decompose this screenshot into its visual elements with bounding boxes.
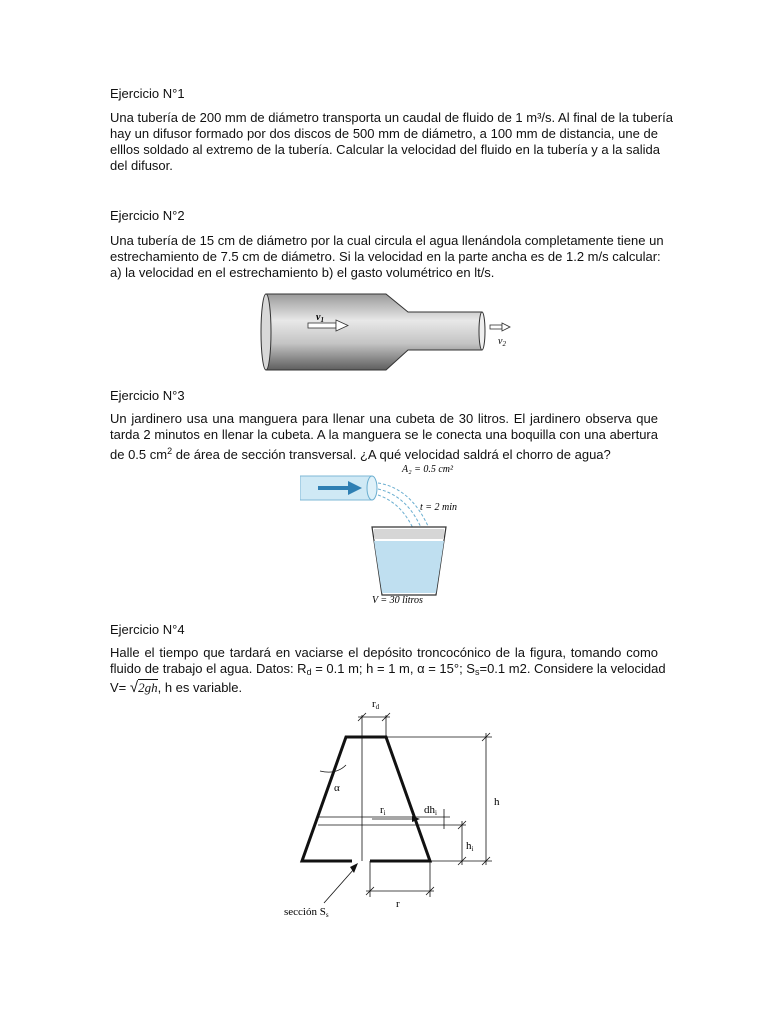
- exercise-3-title: Ejercicio N°3: [110, 388, 185, 403]
- h-label: h: [494, 796, 500, 808]
- exercise-1-title: Ejercicio N°1: [110, 86, 185, 101]
- pipe-outlet-rim: [479, 312, 485, 350]
- text-line: fluido de trabajo el agua. Datos: $R_d = 0.1$ m; h = 1 m, α = 15°; $S_s=0.1$ m2. Considere la velocidad: [110, 661, 666, 677]
- exercise-4-title: Ejercicio N°4: [110, 622, 185, 637]
- sqrt-symbol: √: [129, 679, 139, 696]
- v1-label: $v_1$: [316, 312, 324, 324]
- hi-label: hi: [466, 840, 474, 853]
- section-label: sección Ss: [284, 906, 329, 919]
- text-line: Halle el tiempo que tardará en vaciarse el depósito troncocónico de la figura, tomando como: [110, 645, 658, 660]
- rd-label: rd: [372, 698, 380, 711]
- text-line: Una tubería de 200 mm de diámetro transporta un caudal de fluido de 1 m³/s. Al final de la tubería: [110, 110, 673, 125]
- text-line: V= √2gh, h es variable.: [110, 679, 243, 696]
- text-line: elllos soldado al extremo de la tubería. Calcular la velocidad del fluido en la tubería y a la salida: [110, 142, 660, 157]
- exercise-2-text: [110, 233, 664, 281]
- text-line: Una tubería de 15 cm de diámetro por la cual circula el agua llenándola completamente tiene un: [110, 233, 664, 248]
- text-line: tarda 2 minutos en llenar la cubeta. A la manguera se le conecta una boquilla con una abertura: [110, 427, 658, 442]
- sqrt-formula: 2gh: [138, 680, 158, 695]
- bucket-rim-shade: [374, 529, 444, 539]
- hose-bucket-figure: [300, 455, 480, 605]
- text-line: Un jardinero usa una manguera para llenar una cubeta de 30 litros. El jardinero observa que: [110, 411, 658, 426]
- bucket-water: [374, 541, 444, 593]
- v2-label: $v_2$: [498, 336, 506, 348]
- truncated-cone-tank-figure: [280, 695, 510, 925]
- dhi-label: dhi: [424, 804, 437, 817]
- text-line: a) la velocidad en el estrechamiento b) el gasto volumétrico en lt/s.: [110, 265, 495, 280]
- volume-label: V = 30 litros: [372, 595, 423, 605]
- exercise-1-text: [110, 110, 673, 174]
- exercise-2-title: Ejercicio N°2: [110, 208, 185, 223]
- text-line: hay un difusor formado por dos discos de 500 mm de diámetro, a 100 mm de distancia, une de: [110, 126, 658, 141]
- text-line: de 0.5 $cm^2$ de área de sección transversal. ¿A qué velocidad saldrá el chorro de agua?: [110, 446, 611, 462]
- text-line: estrechamiento de 7.5 cm de diámetro. Si la velocidad en la parte ancha es de 1.2 m/s calcular:: [110, 249, 661, 264]
- exercise-4-text: [110, 645, 666, 696]
- time-label: t = 2 min: [420, 502, 458, 513]
- area-label: A₂ = 0.5 cm²: [402, 464, 453, 475]
- pipe-body: [266, 294, 482, 370]
- velocity-arrow-2: [490, 323, 510, 331]
- text-line: del difusor.: [110, 158, 173, 173]
- alpha-label: α: [334, 782, 340, 794]
- nozzle-opening: [367, 476, 377, 500]
- tank-walls: [302, 737, 430, 861]
- pipe-constriction-figure: [258, 290, 518, 374]
- pipe-inlet-rim: [261, 294, 271, 370]
- r-label: r: [396, 898, 400, 910]
- ri-label: ri: [380, 804, 386, 817]
